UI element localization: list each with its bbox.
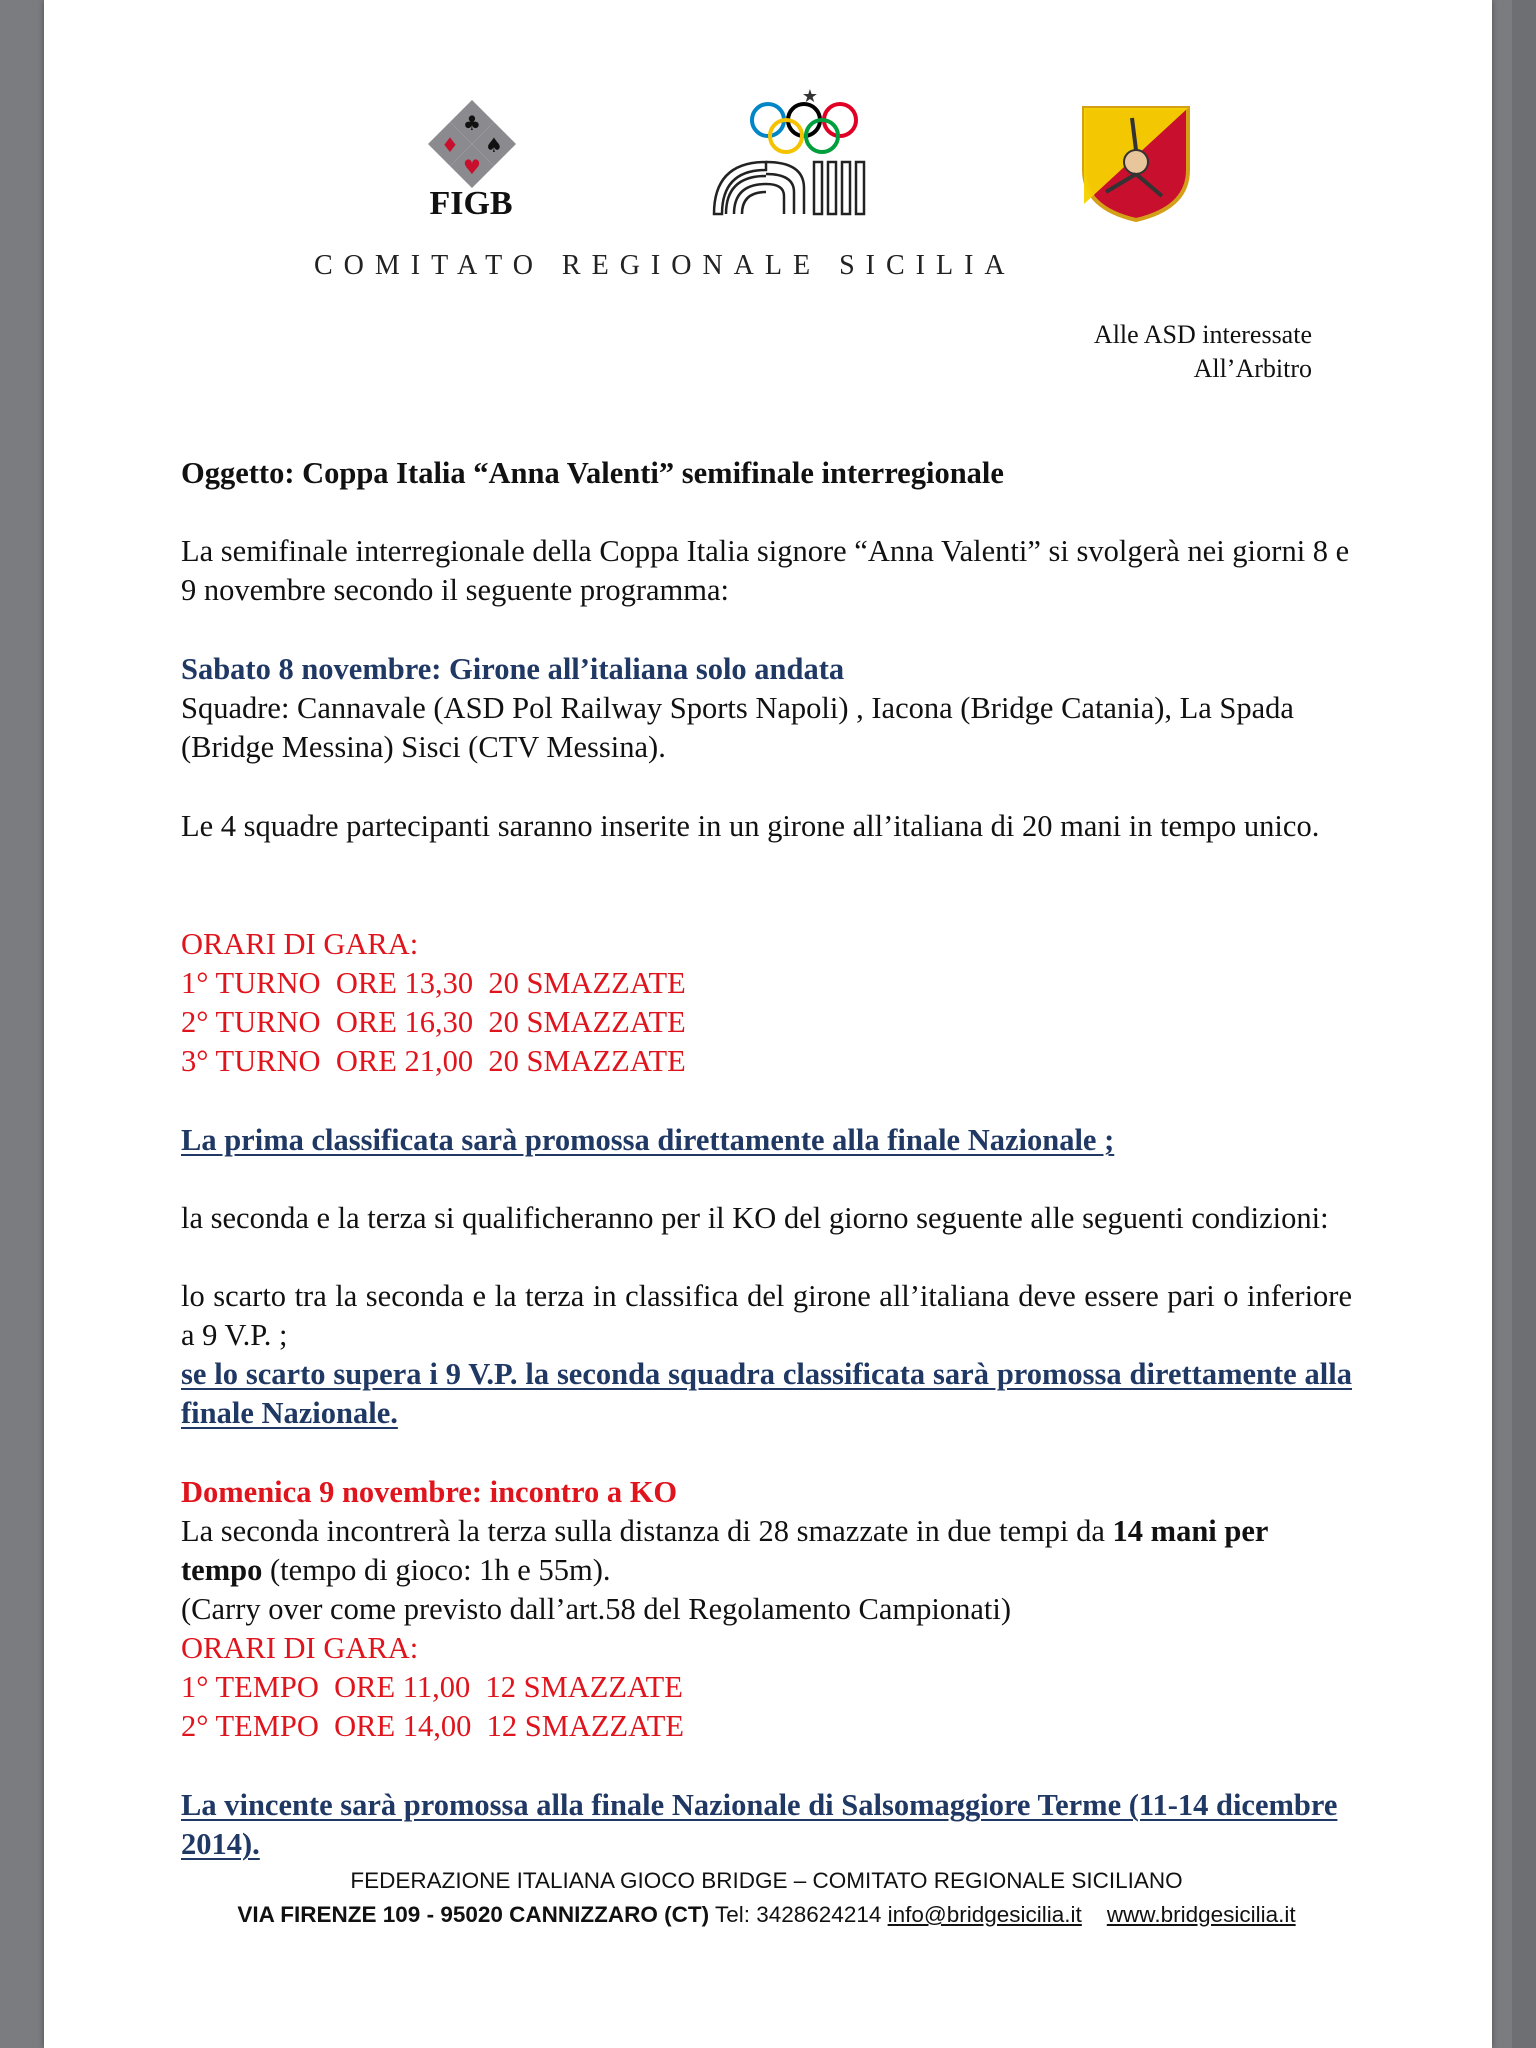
first-place-text: La prima classificata sarà promossa direttamente alla finale Nazionale ;	[181, 1123, 1115, 1157]
viewer-edge	[1512, 0, 1536, 2048]
footer-website-link[interactable]: www.bridgesicilia.it	[1106, 1902, 1296, 1927]
recipient-arbitro: All’Arbitro	[1193, 354, 1312, 383]
teams-paragraph: Squadre: Cannavale (ASD Pol Railway Sports Napoli) , Iacona (Bridge Catania), La Spada (Bridge Messina) Sisci (CTV Messina).	[181, 691, 1294, 764]
footer	[181, 1864, 1352, 1932]
second-third-paragraph: la seconda e la terza si qualificheranno per il KO del giorno seguente alle seguenti condizioni:	[181, 1201, 1329, 1235]
saturday-heading: Sabato 8 novembre: Girone all’italiana solo andata	[181, 652, 845, 686]
sunday-schedule	[181, 1629, 1352, 1746]
svg-text:♣: ♣	[463, 111, 481, 135]
svg-text:♥: ♥	[463, 155, 481, 179]
svg-text:♠: ♠	[485, 133, 503, 157]
schedule-title: ORARI DI GARA:	[181, 927, 419, 961]
schedule-row: 1° TEMPO ORE 11,00 12 SMAZZATE	[181, 1670, 683, 1704]
committee-title: COMITATO REGIONALE SICILIA	[314, 250, 1016, 281]
schedule-row: 1° TURNO ORE 13,30 20 SMAZZATE	[181, 966, 686, 1000]
recipient-asd: Alle ASD interessate	[1093, 320, 1312, 349]
footer-org: FEDERAZIONE ITALIANA GIOCO BRIDGE – COMITATO REGIONALE SICILIANO	[350, 1868, 1183, 1893]
match-text-b: (tempo di gioco: 1h e 55m).	[262, 1553, 611, 1587]
footer-email-link[interactable]: info@bridgesicilia.it	[887, 1902, 1082, 1927]
schedule-row: 2° TURNO ORE 16,30 20 SMAZZATE	[181, 1005, 686, 1039]
carry-over-note: (Carry over come previsto dall’art.58 del Regolamento Campionati)	[181, 1592, 1012, 1626]
sunday-heading: Domenica 9 novembre: incontro a KO	[181, 1475, 678, 1509]
subject-line: Oggetto: Coppa Italia “Anna Valenti” semifinale interregionale	[181, 456, 1004, 490]
figb-logo-icon	[376, 92, 566, 222]
saturday-schedule	[181, 925, 1352, 1081]
footer-contacts	[181, 1898, 1352, 1932]
footer-tel: Tel: 3428624214	[709, 1902, 888, 1927]
winner-note	[181, 1786, 1352, 1864]
svg-text:♦: ♦	[441, 133, 459, 157]
footer-address: VIA FIRENZE 109 - 95020 CANNIZZARO (CT)	[237, 1902, 710, 1927]
intro-paragraph: La semifinale interregionale della Coppa Italia signore “Anna Valenti” si svolgerà nei giorni 8 e 9 novembre secondo il seguente programma:	[181, 534, 1350, 607]
exceed-paragraph	[181, 1355, 1352, 1433]
schedule-row: 3° TURNO ORE 21,00 20 SMAZZATE	[181, 1044, 686, 1078]
condition-paragraph: lo scarto tra la seconda e la terza in classifica del girone all’italiana deve essere pari o inferiore a 9 V.P. ;	[181, 1279, 1352, 1352]
schedule-title: ORARI DI GARA:	[181, 1631, 419, 1665]
schedule-row: 2° TEMPO ORE 14,00 12 SMAZZATE	[181, 1709, 685, 1743]
svg-text:FIGB: FIGB	[429, 185, 513, 222]
recipients	[1094, 318, 1312, 386]
document-page	[44, 0, 1492, 2048]
exceed-text: se lo scarto supera i 9 V.P. la seconda squadra classificata sarà promossa direttamente alla finale Nazionale.	[181, 1357, 1352, 1430]
match-text-a: La seconda incontrerà la terza sulla distanza di 28 smazzate in due tempi da	[181, 1514, 1113, 1548]
match-paragraph	[181, 1512, 1352, 1590]
winner-text: La vincente sarà promossa alla finale Nazionale di Salsomaggiore Terme (11-14 dicembre 2014).	[181, 1788, 1338, 1861]
format-paragraph: Le 4 squadre partecipanti saranno inserite in un girone all’italiana di 20 mani in tempo unico.	[181, 809, 1320, 843]
sicily-coat-of-arms-icon	[1076, 104, 1196, 224]
first-place-note	[181, 1121, 1352, 1160]
svg-text:★: ★	[801, 86, 819, 107]
coni-olympic-logo-icon	[704, 84, 884, 220]
match-text-bold: 14 mani per tempo	[181, 1514, 1268, 1587]
